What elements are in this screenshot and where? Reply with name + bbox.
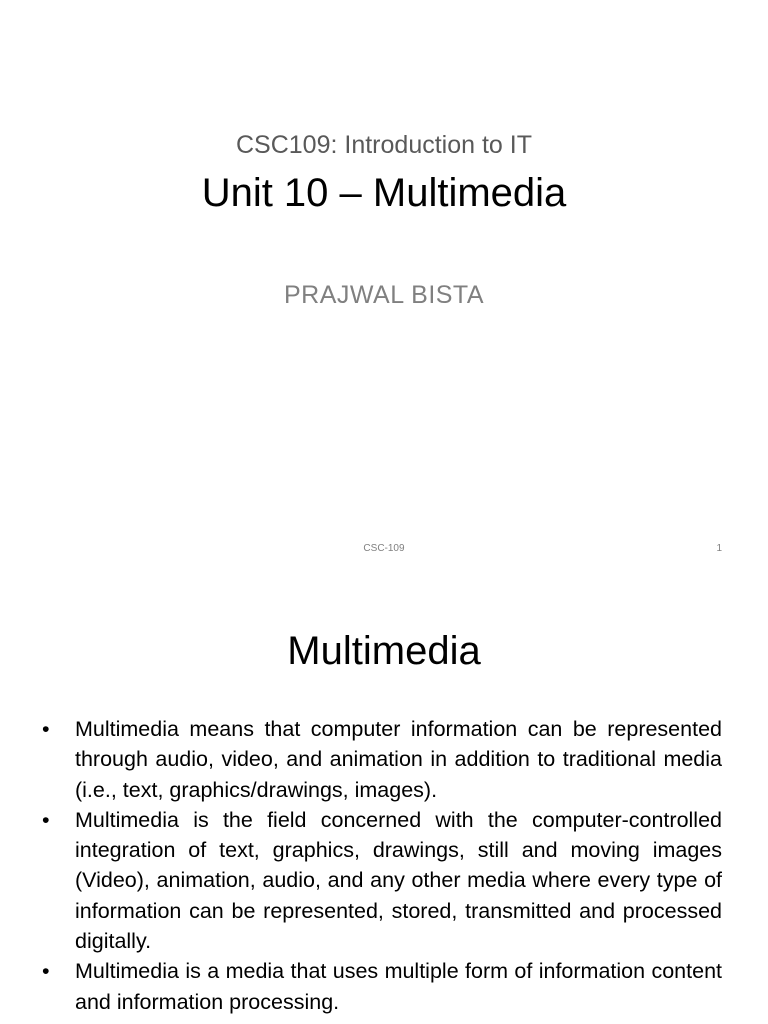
bullet-item xyxy=(42,805,722,956)
bullet-text: Multimedia means that computer information can be represented through audio, video, and animation in addition to traditional media (i.e., text, graphics/drawings, images). xyxy=(75,717,722,802)
bullet-item xyxy=(42,714,722,805)
bullet-icon: • xyxy=(42,959,50,984)
slide-page-number: 1 xyxy=(716,543,722,554)
unit-title: Unit 10 – Multimedia xyxy=(201,171,567,215)
bullet-text: Multimedia is the field concerned with the computer-controlled integration of text, graphics, drawings, still and moving images (Video), animation, audio, and any other media where every type of information can be represented, stored, transmitted and processed digitally. xyxy=(75,807,722,954)
author-name: PRAJWAL BISTA xyxy=(283,281,485,309)
bullet-text: Multimedia is a media that uses multiple form of information content and information processing. xyxy=(75,959,722,1014)
course-title: CSC109: Introduction to IT xyxy=(236,131,532,159)
bullet-icon: • xyxy=(42,807,50,832)
bullet-item xyxy=(42,956,722,1017)
slide-multimedia xyxy=(0,576,768,1024)
bullet-icon: • xyxy=(42,717,50,741)
slide-heading: Multimedia xyxy=(287,629,481,673)
slide-footer-text: CSC-109 xyxy=(363,543,405,554)
bullet-list xyxy=(42,714,722,1017)
